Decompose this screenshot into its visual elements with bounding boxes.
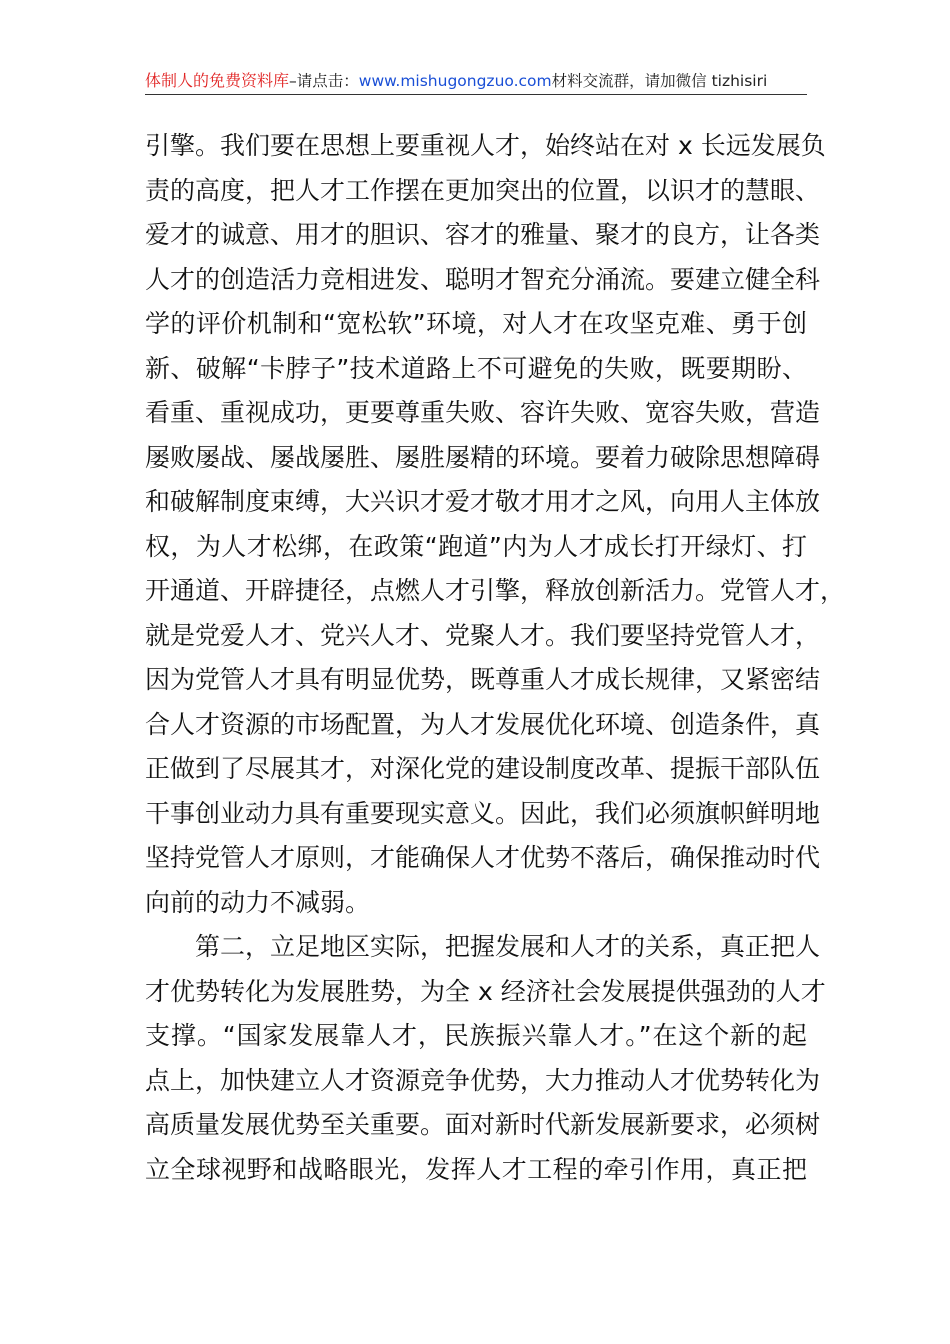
text-line: 正做到了尽展其才，对深化党的建设制度改革、提振干部队伍 bbox=[145, 754, 821, 783]
text-line: 人才的创造活力竞相进发、聪明才智充分涌流。要建立健全科 bbox=[145, 264, 821, 294]
text-line: 坚持党管人才原则，才能确保人才优势不落后，确保推动时代 bbox=[145, 843, 821, 872]
header-link[interactable]: www.mishugongzuo.com bbox=[358, 72, 552, 90]
text-line: 点上，加快建立人才资源竞争优势，大力推动人才优势转化为 bbox=[145, 1065, 821, 1095]
header-brand: 体制人的免费资料库 bbox=[145, 71, 290, 90]
text-line: 向前的动力不减弱。 bbox=[145, 887, 371, 917]
paragraph bbox=[145, 124, 846, 925]
text-line: 看重、重视成功，更要尊重失败、容许失败、宽容失败，营造 bbox=[145, 398, 821, 427]
text-line: 干事创业动力具有重要现实意义。因此，我们必须旗帜鲜明地 bbox=[145, 798, 821, 828]
header-note: 材料交流群，请加微信 tizhisiri bbox=[551, 72, 768, 90]
text-line: 第二，立足地区实际，把握发展和人才的关系，真正把人 bbox=[195, 932, 821, 961]
text-line: 立全球视野和战略眼光，发挥人才工程的牵引作用，真正把 bbox=[145, 1154, 807, 1184]
text-line: 新、破解“卡脖子”技术道路上不可避免的失败，既要期盼、 bbox=[145, 353, 807, 383]
text-line: 开通道、开辟捷径，点燃人才引擎，释放创新活力。党管人才， bbox=[145, 576, 846, 605]
text-line: 权，为人才松绑，在政策“跑道”内为人才成长打开绿灯、打 bbox=[145, 531, 807, 561]
text-line: 责的高度，把人才工作摆在更加突出的位置，以识才的慧眼、 bbox=[145, 175, 821, 205]
text-line: 支撑。“国家发展靠人才，民族振兴靠人才。”在这个新的起 bbox=[145, 1021, 807, 1050]
text-line: 因为党管人才具有明显优势，既尊重人才成长规律，又紧密结 bbox=[145, 665, 821, 694]
text-line: 爱才的诚意、用才的胆识、容才的雅量、聚才的良方，让各类 bbox=[145, 220, 821, 249]
text-line: 学的评价机制和“宽松软”环境，对人才在攻坚克难、勇于创 bbox=[145, 309, 807, 338]
paragraph bbox=[145, 925, 826, 1192]
document-body bbox=[145, 124, 846, 1192]
page-header bbox=[145, 68, 807, 95]
text-line: 高质量发展优势至关重要。面对新时代新发展新要求，必须树 bbox=[145, 1110, 821, 1139]
text-line: 引擎。我们要在思想上要重视人才，始终站在对 x 长远发展负 bbox=[145, 131, 826, 160]
text-line: 和破解制度束缚，大兴识才爱才敬才用才之风，向用人主体放 bbox=[145, 487, 821, 516]
text-line: 屡败屡战、屡战屡胜、屡胜屡精的环境。要着力破除思想障碍 bbox=[145, 442, 821, 472]
text-line: 就是党爱人才、党兴人才、党聚人才。我们要坚持党管人才， bbox=[145, 620, 821, 650]
text-line: 才优势转化为发展胜势，为全 x 经济社会发展提供强劲的人才 bbox=[145, 976, 826, 1006]
text-line: 合人才资源的市场配置，为人才发展优化环境、创造条件，真 bbox=[145, 709, 821, 739]
header-prompt: –请点击： bbox=[289, 72, 359, 90]
